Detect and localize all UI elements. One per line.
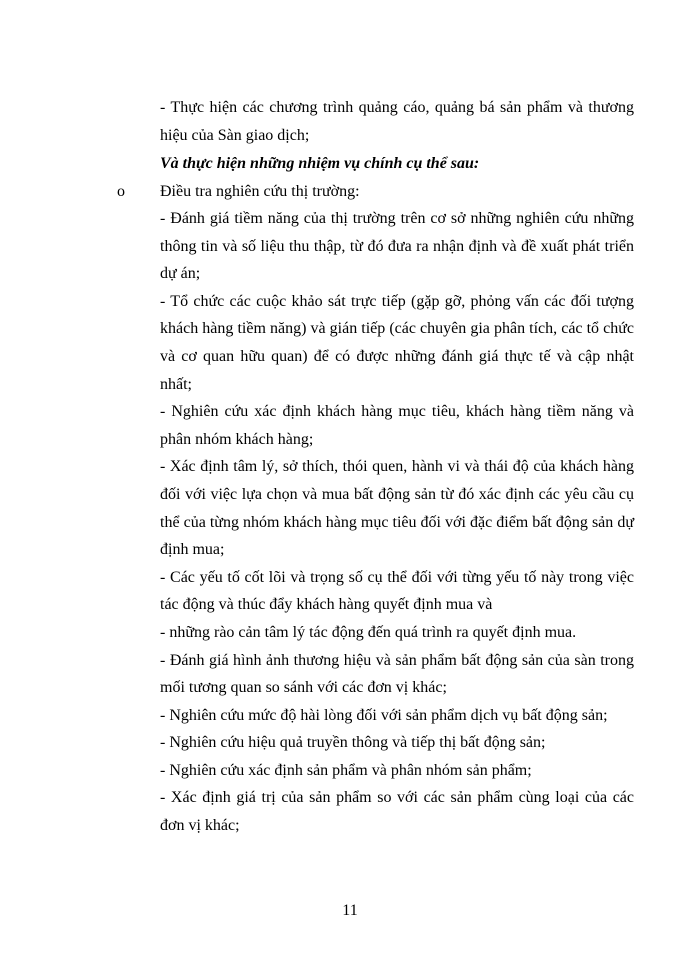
intro-paragraph <box>160 94 634 149</box>
bullet-item <box>117 178 637 206</box>
list-item: - Nghiên cứu xác định khách hàng mục tiêu, khách hàng tiềm năng và phân nhóm khách hàng; <box>160 403 634 448</box>
list-item: - Các yếu tố cốt lõi và trọng số cụ thể đối với từng yếu tố này trong việc tác động và thúc đẩy khách hàng quyết định mua và <box>160 568 634 614</box>
list-item: - Tổ chức các cuộc khảo sát trực tiếp (gặp gỡ, phỏng vấn các đối tượng khách hàng tiềm năng) và gián tiếp (các chuyên gia phân tích, các tổ chức và cơ quan hữu quan) để có được những đánh giá thực tế và cập nhật nhất; <box>160 292 634 393</box>
intro-text: - Thực hiện các chương trình quảng cáo, quảng bá sản phẩm và thương hiệu của Sàn giao dịch; <box>160 99 634 144</box>
bullet-marker: o <box>117 183 125 200</box>
list-item: - những rào cản tâm lý tác động đến quá trình ra quyết định mua. <box>160 623 577 641</box>
task-list <box>160 205 634 840</box>
section-heading: Và thực hiện những nhiệm vụ chính cụ thể sau: <box>160 155 480 172</box>
list-item: - Xác định tâm lý, sở thích, thói quen, hành vi và thái độ của khách hàng đối với việc lựa chọn và mua bất động sản từ đó xác định các yêu cầu cụ thể của từng nhóm khách hàng mục tiêu đối với đặc điểm bất động sản dự định mua; <box>160 458 634 559</box>
page-number: 11 <box>342 902 358 919</box>
list-item: - Nghiên cứu mức độ hài lòng đối với sản phẩm dịch vụ bất động sản; <box>160 706 608 724</box>
list-item: - Nghiên cứu xác định sản phẩm và phân nhóm sản phẩm; <box>160 761 532 779</box>
list-item: - Đánh giá hình ảnh thương hiệu và sản phẩm bất động sản của sàn trong mối tương quan so sánh với các đơn vị khác; <box>160 651 634 697</box>
bullet-label: Điều tra nghiên cứu thị trường: <box>160 183 360 200</box>
list-item: - Đánh giá tiềm năng của thị trường trên cơ sở những nghiên cứu những thông tin và số liệu thu thập, từ đó đưa ra nhận định và đề xuất phát triển dự án; <box>160 210 634 283</box>
list-item: - Xác định giá trị của sản phẩm so với các sản phẩm cùng loại của các đơn vị khác; <box>160 789 634 835</box>
list-item: - Nghiên cứu hiệu quả truyền thông và tiếp thị bất động sản; <box>160 734 546 752</box>
